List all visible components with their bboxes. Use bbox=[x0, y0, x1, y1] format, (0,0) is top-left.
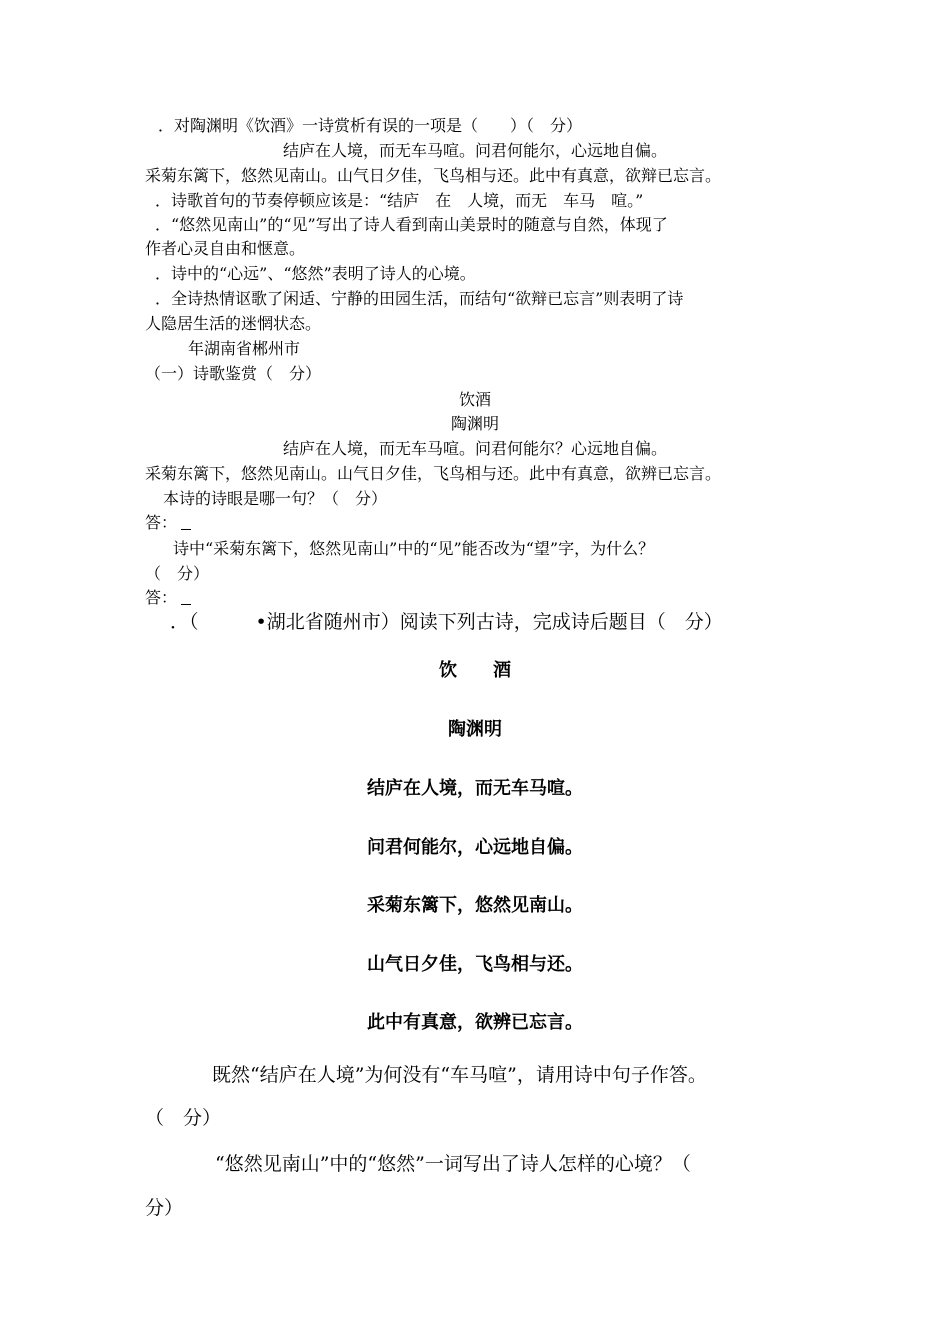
q1-option-d-line-2: 人隐居生活的迷惘状态。 bbox=[145, 314, 322, 333]
q1-option-b-line-1: ．“悠然见南山”的“见”写出了诗人看到南山美景时的随意与自然，体现了 bbox=[155, 215, 668, 234]
q2-answer-1 bbox=[145, 512, 191, 534]
q1-stem: ．对陶渊明《饮酒》一诗赏析有误的一项是（ ）（ 分） bbox=[158, 116, 583, 135]
q2-poem-line-1: 结庐在人境，而无车马喧。问君何能尔？心远地自偏。 bbox=[282, 439, 667, 458]
answer-label: 答： bbox=[145, 588, 178, 607]
q3-poem-line: 山气日夕佳，飞鸟相与还。 bbox=[367, 954, 583, 975]
q2-sub-question-1: 本诗的诗眼是哪一句？（ 分） bbox=[163, 489, 388, 508]
q1-option-c: ．诗中的“心远”、“悠然”表明了诗人的心境。 bbox=[155, 264, 476, 283]
q3-poem-line: 采菊东篱下，悠然见南山。 bbox=[367, 895, 583, 916]
q3-sub-question-2-line-2: 分） bbox=[145, 1197, 184, 1219]
q2-answer-2 bbox=[145, 587, 191, 609]
answer-blank[interactable] bbox=[181, 515, 191, 530]
q1-option-b-line-2: 作者心灵自由和惬意。 bbox=[145, 239, 306, 258]
q2-sub-question-2-line-2: （ 分） bbox=[145, 564, 210, 583]
q3-poem-line: 结庐在人境，而无车马喧。 bbox=[367, 778, 583, 799]
q3-sub-question-1-line-2: （ 分） bbox=[145, 1107, 222, 1129]
q2-poem-title: 饮酒 bbox=[458, 390, 491, 409]
q3-poem-title: 饮 酒 bbox=[439, 660, 511, 681]
q3-poem-author: 陶渊明 bbox=[448, 719, 502, 740]
q3-sub-question-1-line-1: 既然“结庐在人境”为何没有“车马喧”，请用诗中句子作答。 bbox=[212, 1064, 707, 1086]
q2-poem-author: 陶渊明 bbox=[450, 414, 499, 433]
q3-stem: ．（ •湖北省随州市）阅读下列古诗，完成诗后题目（ 分） bbox=[170, 611, 723, 633]
q1-poem-line-1: 结庐在人境，而无车马喧。问君何能尔，心远地自偏。 bbox=[282, 141, 667, 160]
q1-option-d-line-1: ．全诗热情讴歌了闲适、宁静的田园生活，而结句“欲辩已忘言”则表明了诗 bbox=[155, 289, 684, 308]
answer-label: 答： bbox=[145, 513, 178, 532]
q1-option-a: ．诗歌首句的节奏停顿应该是：“结庐 在 人境，而无 车马 喧。” bbox=[155, 191, 644, 210]
q2-sub-question-2-line-1: 诗中“采菊东篱下，悠然见南山”中的“见”能否改为“望”字，为什么？ bbox=[173, 539, 655, 558]
q3-poem-line: 问君何能尔，心远地自偏。 bbox=[367, 837, 583, 858]
q3-poem-line: 此中有真意，欲辨已忘言。 bbox=[367, 1012, 583, 1033]
q2-section-heading: （一）诗歌鉴赏（ 分） bbox=[145, 364, 322, 383]
q2-poem-line-2: 采菊东篱下，悠然见南山。山气日夕佳，飞鸟相与还。此中有真意，欲辨已忘言。 bbox=[145, 464, 722, 483]
q2-source: 年湖南省郴州市 bbox=[188, 339, 301, 358]
answer-blank[interactable] bbox=[181, 590, 191, 605]
q3-sub-question-2-line-1: “悠然见南山”中的“悠然”一词写出了诗人怎样的心境？（ bbox=[215, 1153, 691, 1175]
q1-poem-line-2: 采菊东篱下，悠然见南山。山气日夕佳，飞鸟相与还。此中有真意，欲辩已忘言。 bbox=[145, 166, 722, 185]
